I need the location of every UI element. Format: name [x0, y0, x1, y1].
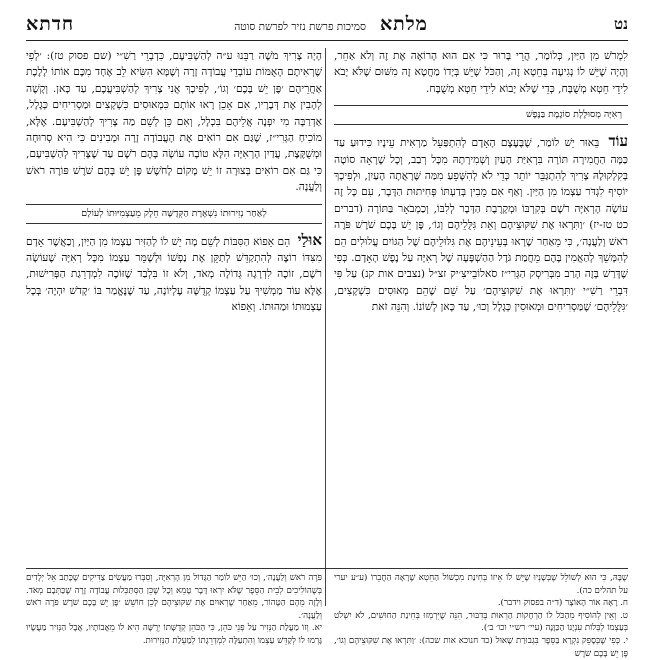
left-lead-word: אוּלַי — [297, 230, 322, 249]
footnote: י. כְּפִי שֶׁבְּסָפֵק נִקְרָא בַּסֵּפֶר בִּגְבוּרַת שָׁאוּל (כד חנוכא אות שכה): ׳וַתִּרְאוּ אֶת שִׁקּוּצֵיהֶם וְגוֹ׳, פֶּן יֵשׁ בָּכֶם שֹׁרֶשׁ — [334, 635, 628, 659]
page-number: נט — [614, 14, 628, 33]
footnote: יא. וְזוֹ מַעֲלַת הַנְּזִיר עַל פְּנֵי כֹּהֵן, כִּי הַכֹּהֵן קְדֻשָּׁתוֹ יְרֻשָּׁה הִיא לוֹ מֵאֲבוֹתָיו, אֲבָל הַנְּזִיר מַעֲשָׂיו גָּרְמוּ לוֹ לְקַדֵּשׁ עַצְמוֹ וְהִתְעַלָּה לִמְדְרֵגָתוֹ לְמַעְלַת הַנְּזִירוּת. — [26, 623, 322, 646]
left-paragraph-top: הָיָה צָרִיךְ מֹשֶׁה רַבֵּנוּ ע״ה לְהַשְׁבִּיעָם, כִּדְבְרֵי רַשִׁ״י (שם פסוק טז): ׳לְפִי שֶׁרְאִיתֶם הָאֻמּוֹת עוֹבְדֵי עֲבוֹדָה זָרָה וְשֶׁמָּא הִשִּׂיא לֵב אֶחָד מִכֶּם אוֹתוֹ לָלֶכֶת אַחֲרֵיהֶם ׳פֶּן יֵשׁ בָּכֶם׳ וְגוֹ׳, לְפִיכָךְ אֲנִי צָרִיךְ לְהַשְׁבִּיעֲכֶם, עַד כָּאן. וְקָשֶׁה לְהָבִין אֶת דְּבָרָיו, אִם אָכֵן רָאוּ אוֹתָם כִּמְאוּסִים כִּשְׁקָצִים וּמַסְרִיחִים כְּגָלָל, אַדְרַבָּה מִי יִפְנֶה אֲלֵיהֶם בִּכְלָל, וְאִם כֵּן לְשֵׁם מַה צָרִיךְ לְהַשְׁבִּיעָם. אֶלָּא, מוֹכִיחַ הַגְּרִי״ז, שֶׁגַּם אִם רוֹאִים אֶת הָעֲבוֹדָה זָרָה וּמְבִינִים כִּי הִיא סְרוּחָה וּמְשֻׁקֶּצֶת, עֲדַיִן הָרְאִיָּה הִלָּא טוֹבָה עוֹשָׂה בָּהֶם רֹשֶׁם עַד שֶׁצָּרִיךְ לְהַשְׁבִּיעָם, כִּי גַּם אִם רוֹאִים בְּצוּרָה זוֹ יֵשׁ מָקוֹם לָחֹשֶׁשׁ פֶּן יֵשׁ בָּהֶם שֹׁרֶשׁ פּוֹרֶה רֹאשׁ וְלַעֲנָה. — [26, 50, 322, 194]
footnote: פֹּרֶה רֹאשׁ וְלַעֲנָה׳, וְכוּ׳ הַיֵּשׁ לוֹמַר הַגָּדוֹל מִן הָרְאִיָּה, וְסִבְּרוּ מַעֲשִׂים צַדִּיקִים שֶׁכָּתַב אֵל יְלָדִים בְּשֶׁהוֹלִיכִים לְבֵית הַסֵּפֶר שֶׁלֹּא יִרְאוּ דָּבָר טָמֵא וְכָל שֶׁכֵּן הַסְּתַּכְּלוּת עֲבוֹדָה זָרָה שֶׁכַּתְּבָם מְאֹד. וְלָזֶה מֵהֶם הַטָּהוֹר, מֵאַחַר שֶׁרְאוּיִם אֶת שִׁקּוּצֵיהֶם לָכֵן חוֹשֵׁשׁ ׳פֶּן יֵשׁ בָּכֶם שֹׁרֶשׁ פֹּרֶה רֹאשׁ וְלַעֲנָה׳. — [26, 573, 322, 621]
right-paragraph-main — [334, 133, 628, 315]
left-column — [26, 48, 322, 316]
footnote: שֶׁבָּהּ, כִּי הוּא לְשׁוֹלֵל שֶׁבְּשָׁנְיוּ שֶׁיֵּשׁ לוֹ אֵיזוֹ בְּחִינַת מִכְשׁוֹל הַחֵטְא שֶׁרָאָה הַחֲבֵרוֹ (ע״ע יערי על תהלים כה). — [334, 573, 628, 596]
running-header — [26, 8, 628, 41]
right-section-heading: רְאִיָּה מְסוּלֶּלֶת סוֹגֶמֶת בַּנֶּפֶשׁ — [334, 105, 628, 125]
left-paragraph-main-text: הֵם אֵפוֹא הַסִּבּוֹת לְשֵׁם מָה יֵשׁ לוֹ לְהַזִּיר עַצְמוֹ מִן הַיַּיִן, וְכַאֲשֶׁר אָדָם מִצִּדּוֹ רוֹצֶה לְהִתְקַדֵּשׁ לְתַקֵּן אֶת נַפְשׁוֹ וּלְשָׁמֵּר עַצְמוֹ מִכָּל רְאִיָּה שֶׁעוֹשָׂה רֹשֶׁם, זוֹכֶה לִדְרָגָה גְּדוֹלָה מְאֹד, וְלֹא זוֹ בִּלְבַד שֶׁזּוֹכֶה לִמְדְרֵגַת הַפְּרִישׁוּת, אֶלָּא עוֹד מַמְשִׁיךְ עַל עַצְמוֹ קְדֻשָּׁה עֶלְיוֹנָה, עַד שֶׁנֶּאֱמַר בּוֹ ׳קָדֹשׁ יִהְיֶה׳ בְּכָל עַצְמוּתוֹ וּמַהוּתוֹ. וְאֵפוֹא — [26, 235, 322, 314]
header-subtitle: סמיכות פרשת נזיר לפרשת סוטה — [234, 20, 366, 33]
footnotes-right — [334, 572, 628, 660]
footnote: ח. רָאָה אוֹר הָאוֹצָר (ד״ה בפסוק וידבר). — [497, 598, 628, 609]
right-paragraph-main-text: בֵּאוּר יֵשׁ לוֹמַר, שֶׁבֶּעֶצֶם הָאָדָם לְהִתְפַּעֵל מַרְאִית עֵינָיו כִּידוּעַ עַד כַּמָּה הַחֲמִירָה תּוֹרָה בִּרְאִיַּת הָעַיִן וְשְׁמִירָתָהּ מִכָּל רְבַב, וְכָל שֶׁרָאָה סוֹטָה בְּקִלְקוּלָהּ צָרִיךְ לְהִתְגַּבֵּר יוֹתֵר כְּדֵי לֹא לְהִשָּׁפֵעַ מִמַּה שֶּׁרָאֲתָה הָעַיִן, וּלְפִיכָךְ יוֹסִיף לִגְדֹּר עַצְמוֹ מִן הַיַּיִן. וְאַף אִם מֵבִין בְּדַעְתּוֹ פְּחִיתוּת הַדָּבָר, עִם כָּל זֶה עוֹשָׂה הָרְאִיָּה רֹשֶׁם בְּקִרְבּוֹ וּמְקָרֶבֶת הַדָּבָר לְלִבּוֹ, וְכַמְבֹאָר בַּתּוֹרָה (דברים כט טז-יז) ׳וַתִּרְאוּ אֶת שִׁקּוּצֵיהֶם וְאֵת גִּלֻּלֵיהֶם וְגוֹ׳, פֶּן יֵשׁ בָּכֶם שֹׁרֶשׁ פֹּרֶה רֹאשׁ וְלַעֲנָה׳, כִּי מֵאַחַר שֶׁרָאוּ בְּעֵינֵיהֶם אֶת גִּלּוּלֵיהֶם שֶׁל הַגּוֹיִם עֲלוּלִים הֵם לְהִמָּשֵׁךְ לְהַאֲמִין בָּהֶם מֵחֲמַת גֹּדֶל הַהַשְׁפָּעָה שֶׁל רְאִיָּה עַל נֶפֶשׁ הָאָדָם. כְּפִי שֶׁדָּרַשׁ בָּזֶה הָרַב מִבְּרִיסְק הַגְּרִי״ז סֹאלוֹבֵייצִ׳יק זצ״ל (נצבים אות קנ) עַל פִּי דִּבְרֵי רַשִׁ״י ׳וַתִּרְאוּ אֶת שִׁקּוּצֵיהֶם׳ עַל שֵׁם שֶׁהֵם מְאוּסִים כִּשְׁקָצִים, ׳גִּלֻּלֵיהֶם׳ שֶׁמַּסְרִיחִים וּמְאוּסִין כְּגָלָל וְכוּ׳, עַד כָּאן לְשׁוֹנוֹ. וְהִנֵּה זֹאת — [334, 137, 628, 314]
header-title-left: חדתא — [26, 12, 75, 35]
right-column — [334, 48, 628, 316]
right-lead-word: עוֹד — [608, 132, 628, 151]
footnotes-left — [26, 572, 322, 648]
left-section-heading: לְאַחַר נְזִירוּתוֹ נִשְׁאֶרֶת הַקְּדֻשָּׁה חֵלֶק מֵעַצְמִיּוּתוֹ לְעוֹלָם — [26, 204, 322, 224]
header-center — [234, 13, 428, 36]
footnote-rule — [26, 568, 628, 569]
column-divider — [325, 48, 326, 606]
footnote: ט. וְאֵין לְהוֹסִיף מֵהַכֹּל לוֹ הַרְחָקוֹת הַרְאוּת בְּדִבּוּר, הִנֵּה שֶׁיִּרְמְזוּ בְּחִינַת הַחוּשִׁים, לֹא יִשְׁלֹט בְּעַצְמוֹ לְבְּלוֹת עִנְיָנוֹ הַכַּוָּנָה (עיי׳ רש״י וכו׳ ב׳). — [334, 610, 628, 634]
header-title-right: מלתא — [379, 12, 428, 35]
right-paragraph-top: לִמְרֹשׁ מִן הַיַּיִן, כְּלוֹמַר, הֲרֵי בָּרוּר כִּי אִם הוּא הָרוֹאֶה אֶת זֶה וְלֹא אַחֵר, וְהָיָה שֶׁיֵּשׁ לוֹ נְגִיעָה בְּחֵטְא זֶה, וְהַכֹּל שֶׁיֵּשׁ בְּיָדוֹ מַחֲטָא זֶה מִשּׁוּם שֶׁלֹּא יָבֹא לִידֵי חֵטְא מְשֻׁבָּח, כְּדֵי שֶׁלֹּא יָבוֹא לִידֵי חֵטְא מְשֻׁבָּח. — [334, 50, 628, 95]
left-paragraph-main — [26, 232, 322, 316]
